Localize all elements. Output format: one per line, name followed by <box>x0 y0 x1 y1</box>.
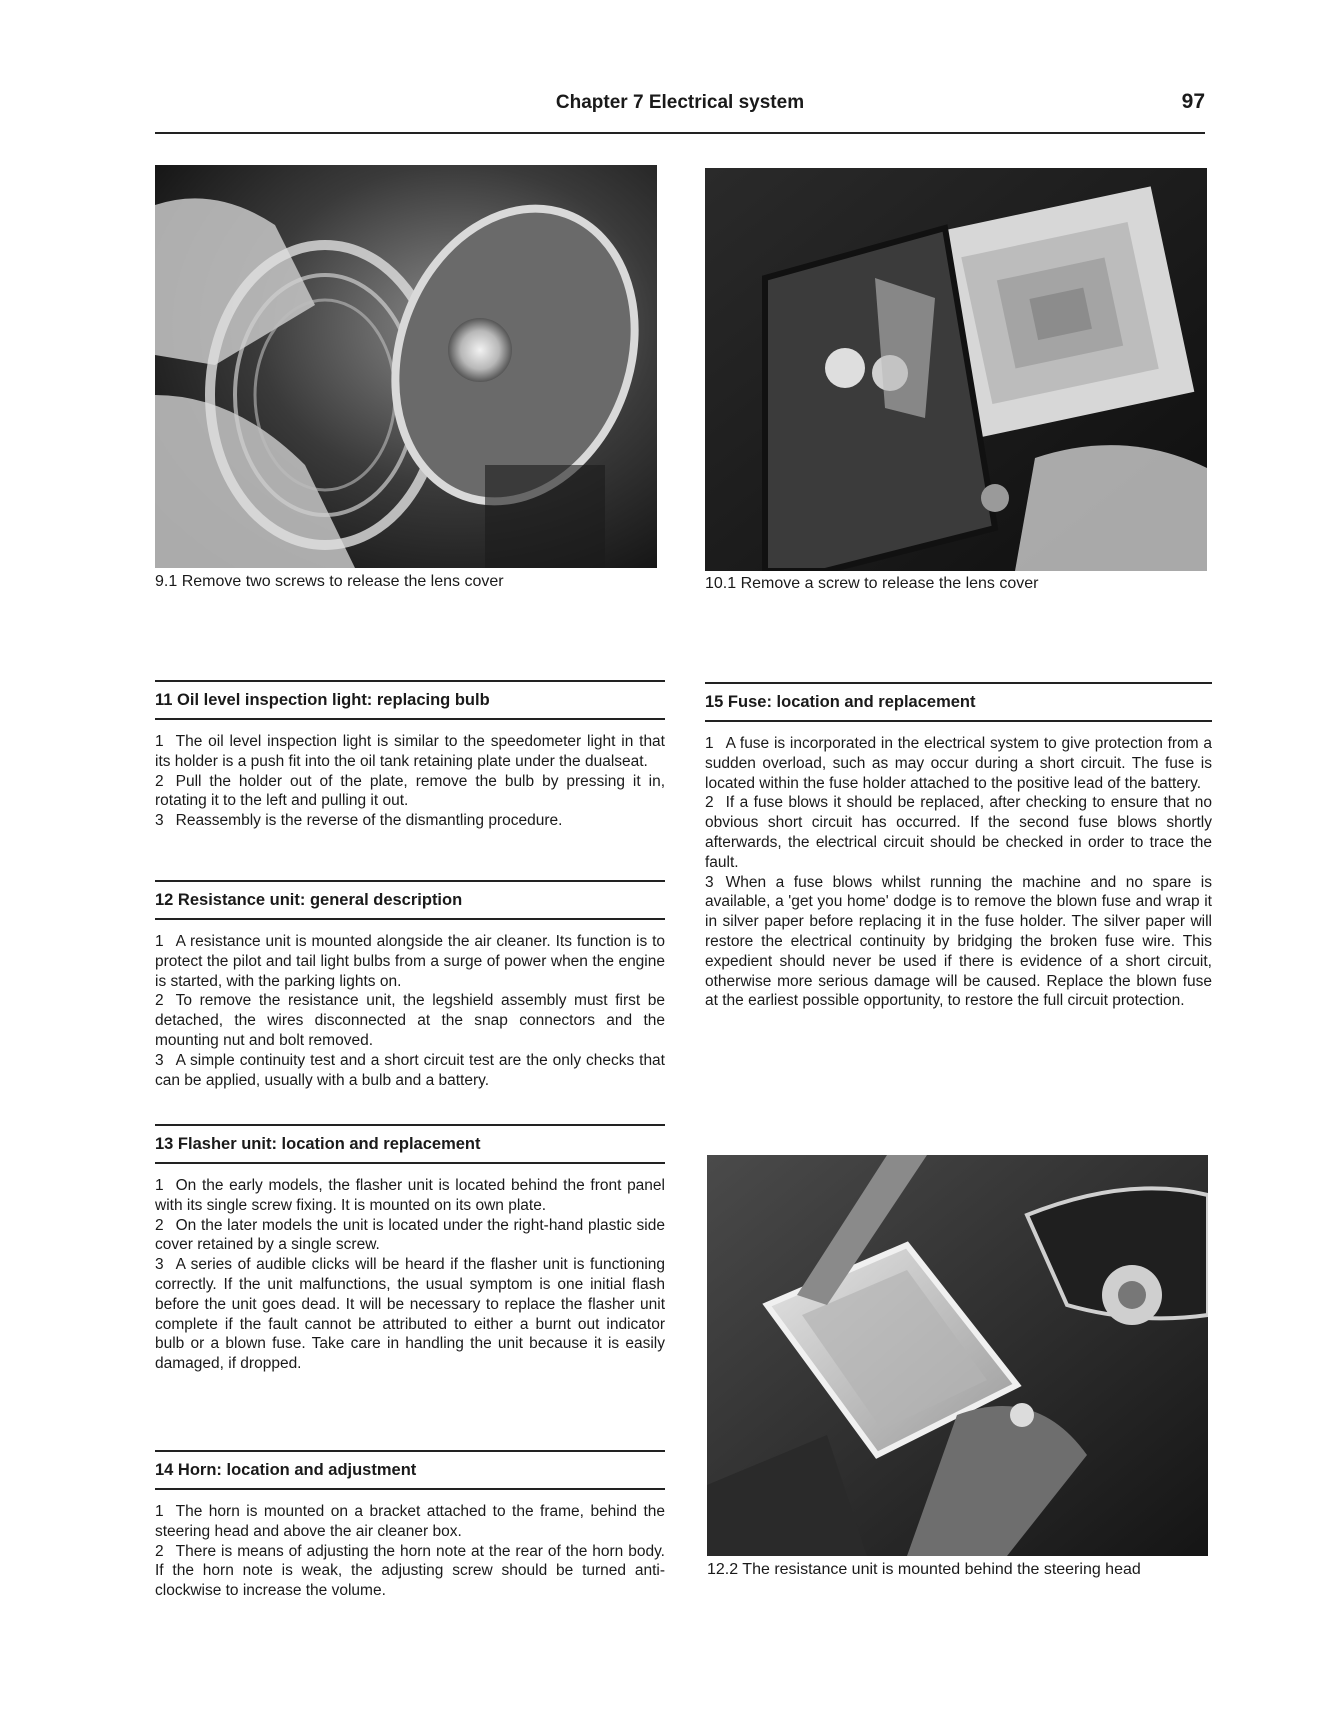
photo-10-1-image <box>705 168 1207 571</box>
paragraph: 3 When a fuse blows whilst running the machine and no spare is available, a 'get you home' dodge is to remove the blown fuse and wrap it in silver paper before replacing it in the fuse holder. The silver paper will restore the electrical continuity by bridging the broken fuse wire. This expedient should never be used if there is evidence of a short circuit, otherwise more serious damage will be caused. Replace the blown fuse at the earliest possible opportunity, to restore the full circuit protection. <box>705 873 1212 1010</box>
section-heading: 12 Resistance unit: general description <box>155 891 463 909</box>
section-rule-bottom <box>155 918 665 920</box>
figure-caption-10-1: 10.1 Remove a screw to release the lens cover <box>705 575 1039 592</box>
page-header <box>155 92 1205 130</box>
paragraph: 3 A simple continuity test and a short circuit test are the only checks that can be applied, usually with a bulb and a battery. <box>155 1051 665 1089</box>
figure-caption-9-1: 9.1 Remove two screws to release the lens cover <box>155 573 504 590</box>
section-12 <box>155 880 665 1090</box>
paragraph: 2 On the later models the unit is located under the right-hand plastic side cover retained by a single screw. <box>155 1216 665 1254</box>
photo-lens-cover-screw <box>705 168 1207 571</box>
figure-caption-12-2: 12.2 The resistance unit is mounted behind the steering head <box>707 1561 1141 1578</box>
section-heading: 14 Horn: location and adjustment <box>155 1461 417 1479</box>
section-13 <box>155 1124 665 1374</box>
photo-lens-cover-removal <box>155 165 657 568</box>
section-11 <box>155 680 665 831</box>
section-heading: 11 Oil level inspection light: replacing bulb <box>155 691 490 709</box>
chapter-title: Chapter 7 Electrical system <box>555 92 805 113</box>
section-15 <box>705 682 1212 1011</box>
photo-9-1-image <box>155 165 657 568</box>
paragraph: 3 Reassembly is the reverse of the dismantling procedure. <box>155 812 563 830</box>
paragraph: 1 The oil level inspection light is similar to the speedometer light in that its holder is a push fit into the oil tank retaining plate under the dualseat. <box>155 733 665 770</box>
photo-resistance-unit <box>707 1155 1208 1556</box>
page-number: 97 <box>1181 90 1205 113</box>
section-rule-bottom <box>155 1488 665 1490</box>
paragraph: 2 To remove the resistance unit, the legshield assembly must first be detached, the wires disconnected at the snap connectors and the mounting nut and bolt removed. <box>155 992 665 1049</box>
paragraph: 2 Pull the holder out of the plate, remove the bulb by pressing it in, rotating it to the left and pulling it out. <box>155 772 665 810</box>
section-rule-bottom <box>705 720 1212 722</box>
paragraph: 1 The horn is mounted on a bracket attached to the frame, behind the steering head and above the air cleaner box. <box>155 1503 665 1540</box>
section-rule-bottom <box>155 1162 665 1164</box>
section-rule-bottom <box>155 718 665 720</box>
paragraph: 1 A fuse is incorporated in the electrical system to give protection from a sudden overload, such as may occur during a short circuit. The fuse is located within the fuse holder attached to the positive lead of the battery. <box>705 735 1212 792</box>
section-heading: 13 Flasher unit: location and replacement <box>155 1135 481 1153</box>
paragraph: 2 If a fuse blows it should be replaced, after checking to ensure that no obvious short circuit has occurred. If the second fuse blows shortly afterwards, the electrical circuit should be checked in order to trace the fault. <box>705 794 1212 871</box>
section-14 <box>155 1450 665 1601</box>
paragraph: 3 A series of audible clicks will be heard if the flasher unit is functioning correctly. If the unit malfunctions, the usual symptom is one initial flash before the unit goes dead. It will be necessary to replace the flasher unit complete if the fault cannot be attributed to either a burnt out indicator bulb or a blown fuse. Take care in handling the unit because it is easily damaged, if dropped. <box>155 1256 665 1373</box>
header-rule <box>155 132 1205 134</box>
paragraph: 1 A resistance unit is mounted alongside the air cleaner. Its function is to protect the pilot and tail light bulbs from a surge of power when the engine is started, with the parking lights on. <box>155 933 665 990</box>
section-heading: 15 Fuse: location and replacement <box>705 693 976 711</box>
paragraph: 1 On the early models, the flasher unit is located behind the front panel with its single screw fixing. It is mounted on its own plate. <box>155 1177 665 1214</box>
photo-12-2-image <box>707 1155 1208 1556</box>
paragraph: 2 There is means of adjusting the horn note at the rear of the horn body. If the horn note is weak, the adjusting screw should be turned anti-clockwise to increase the volume. <box>155 1542 665 1600</box>
